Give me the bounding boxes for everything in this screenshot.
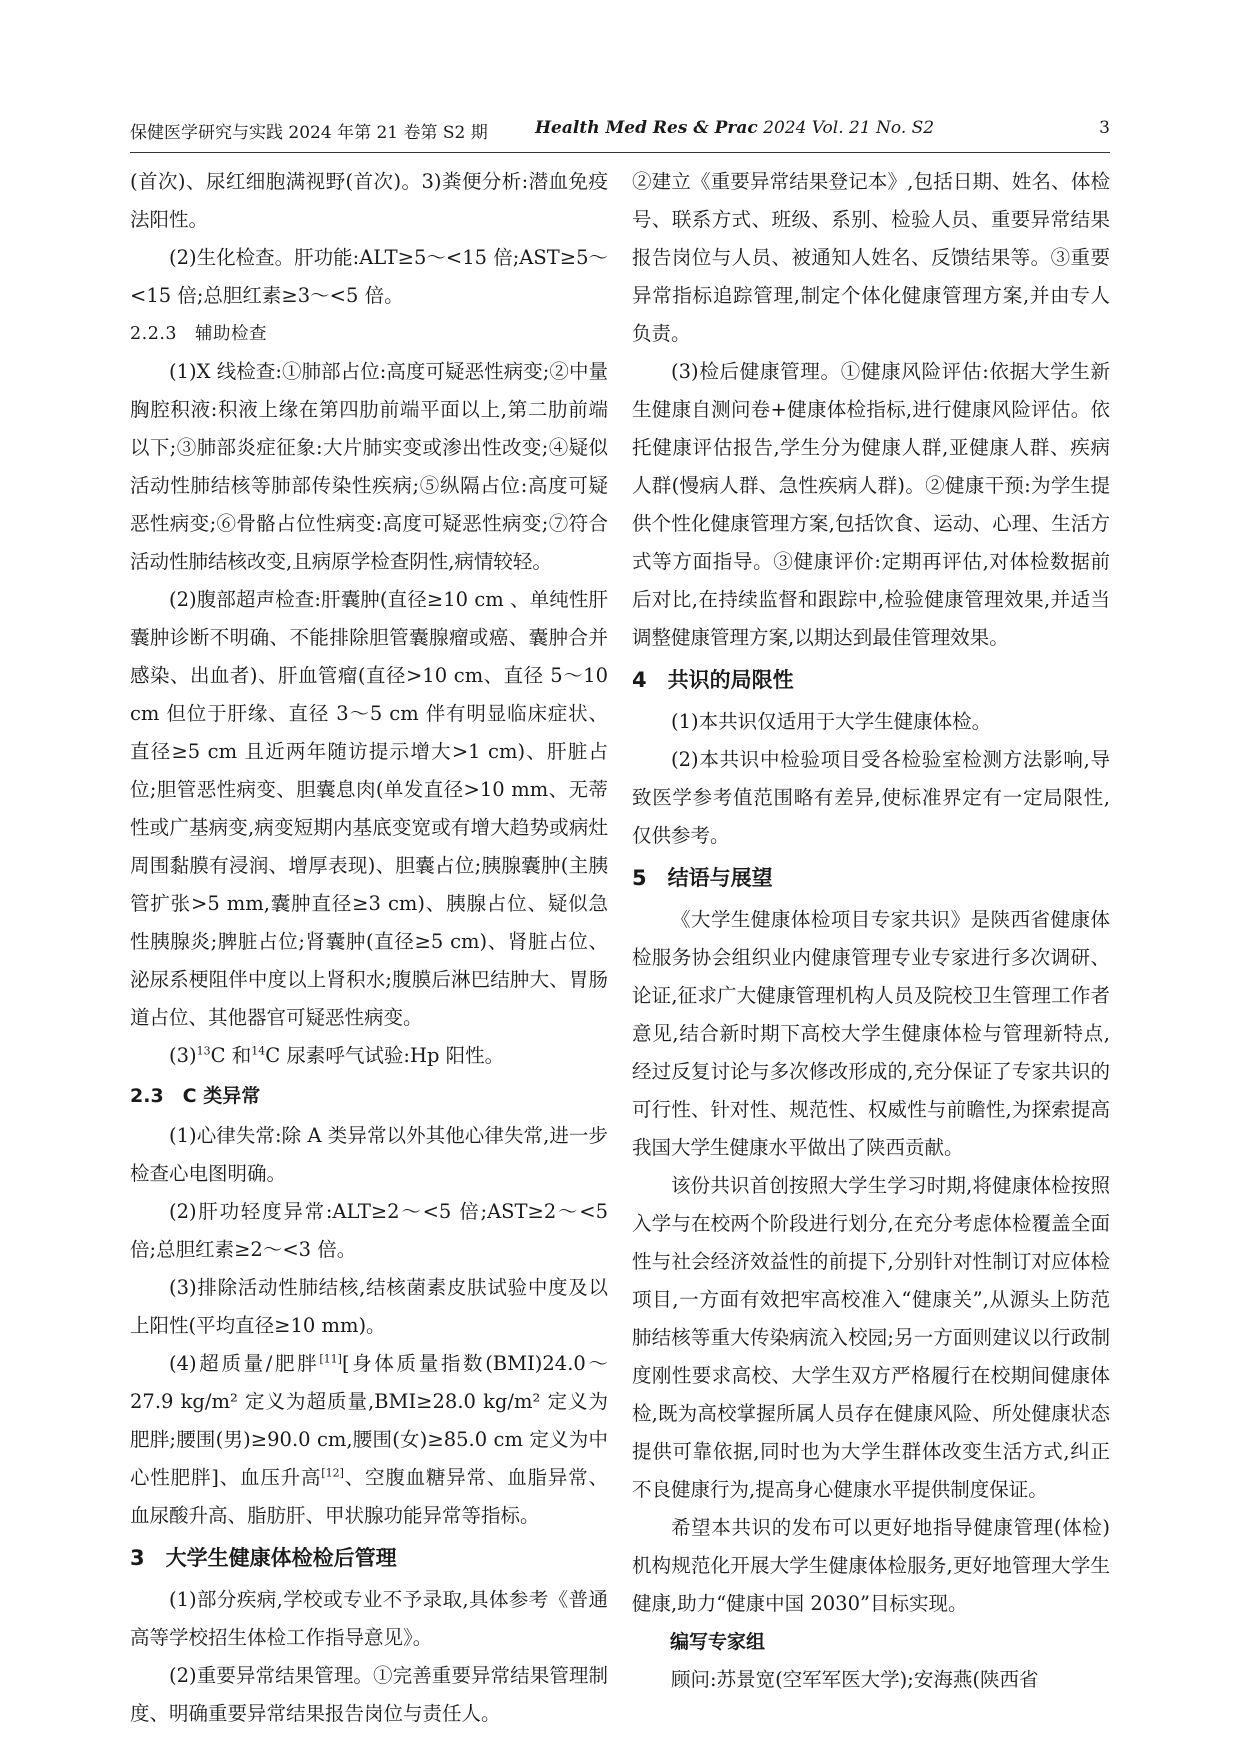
paragraph: (2)重要异常结果管理。①完善重要异常结果管理制度、明确重要异常结果报告岗位与责任人。: [130, 1664, 608, 1725]
citation-ref: [12]: [321, 1466, 344, 1480]
paragraph: (1)本共识仅适用于大学生健康体检。: [671, 710, 992, 733]
paragraph: (2)本共识中检验项目受各检验室检测方法影响,导致医学参考值范围略有差异,使标准界定有一定局限性,仅供参考。: [632, 748, 1110, 847]
paragraph: $(3)^{13}C$ 和$^{14}$C 尿素呼气试验:Hp 阳性。: [169, 1044, 505, 1067]
paragraph: (3)排除活动性肺结核,结核菌素皮肤试验中度及以上阳性(平均直径≥10 mm)。: [130, 1276, 608, 1337]
right-column: [632, 163, 1110, 1699]
paragraph: 该份共识首创按照大学生学习时期,将健康体检按照入学与在校两个阶段进行划分,在充分考虑体检覆盖全面性与社会经济效益性的前提下,分别针对性制订对应体检项目,一方面有效把牢高校准入“健康关”,从源头上防范肺结核等重大传染病流入校园;另一方面则建议以行政制度刚性要求高校、大学生双方严格履行在校期间健康体检,既为高校掌握所属人员存在健康风险、所处健康状态提供可靠依据,同时也为大学生群体改变生活方式,纠正不良健康行为,提高身心健康水平提供制度保证。: [632, 1174, 1110, 1501]
page-number: 3: [1099, 118, 1110, 138]
section-heading: 3 大学生健康体检检后管理: [130, 1546, 397, 1570]
running-header: [130, 112, 1110, 153]
journal-title-cn: 保健医学研究与实践 2024 年第 21 卷第 S2 期: [130, 123, 488, 143]
subsection-heading: 2.2.3 辅助检查: [130, 324, 268, 344]
paragraph: (1)X 线检查:①肺部占位:高度可疑恶性病变;②中量胸腔积液:积液上缘在第四肋前端平面以上,第二肋前端以下;③肺部炎症征象:大片肺实变或渗出性改变;④疑似活动性肺结核等肺部传染性疾病;⑤纵隔占位:高度可疑恶性病变;⑥骨骼占位性病变:高度可疑恶性病变;⑦符合活动性肺结核改变,且病原学检查阴性,病情较轻。: [130, 360, 608, 573]
paragraph: (首次)、尿红细胞满视野(首次)。3)粪便分析:潜血免疫法阳性。: [130, 170, 608, 231]
section-heading: 4 共识的局限性: [632, 668, 794, 692]
paragraph: (2)生化检查。肝功能:ALT≥5～<15 倍;AST≥5～<15 倍;总胆红素≥3～<5 倍。: [130, 246, 608, 307]
section-heading: 5 结语与展望: [632, 866, 773, 890]
paragraph: (1)部分疾病,学校或专业不予录取,具体参考《普通高等学校招生体检工作指导意见》。: [130, 1588, 608, 1649]
journal-title-en: [535, 118, 934, 138]
section-heading: 2.3 C 类异常: [130, 1085, 261, 1107]
paragraph: (2)肝功轻度异常:ALT≥2～<5 倍;AST≥2～<5 倍;总胆红素≥2～<3 倍。: [130, 1200, 608, 1261]
paragraph: 《大学生健康体检项目专家共识》是陕西省健康体检服务协会组织业内健康管理专业专家进行多次调研、论证,征求广大健康管理机构人员及院校卫生管理工作者意见,结合新时期下高校大学生健康体检与管理新特点,经过反复讨论与多次修改形成的,充分保证了专家共识的可行性、针对性、规范性、权威性与前瞻性,为探索提高我国大学生健康水平做出了陕西贡献。: [632, 908, 1110, 1159]
paragraph: (3)检后健康管理。①健康风险评估:依据大学生新生健康自测问卷+健康体检指标,进行健康风险评估。依托健康评估报告,学生分为健康人群,亚健康人群、疾病人群(慢病人群、急性疾病人群)。②健康干预:为学生提供个性化健康管理方案,包括饮食、运动、心理、生活方式等方面指导。③健康评价:定期再评估,对体检数据前后对比,在持续监督和跟踪中,检验健康管理效果,并适当调整健康管理方案,以期达到最佳管理效果。: [632, 360, 1110, 649]
paragraph: ②建立《重要异常结果登记本》,包括日期、姓名、体检号、联系方式、班级、系别、检验人员、重要异常结果报告岗位与人员、被通知人姓名、反馈结果等。③重要异常指标追踪管理,制定个体化健康管理方案,并由专人负责。: [632, 170, 1110, 345]
left-column: [130, 163, 608, 1733]
paragraph: 顾问:苏景宽(空军军医大学);安海燕(陕西省: [671, 1668, 1039, 1691]
citation-ref: [11]: [319, 1352, 342, 1366]
paragraph: (4)超质量/肥胖[11][身体质量指数(BMI)24.0～27.9 kg/m² 定义为超质量,BMI≥28.0 kg/m² 定义为肥胖;腰围(男)≥90.0 cm,腰围(女)≥85.0 cm 定义为中心性肥胖]、血压升高[12]、空腹血糖异常、血脂异常、血尿酸升高、脂肪肝、甲状腺功能异常等指标。: [130, 1352, 608, 1527]
expert-group-heading: 编写专家组: [670, 1631, 766, 1653]
paragraph: (2)腹部超声检查:肝囊肿(直径≥10 cm 、单纯性肝囊肿诊断不明确、不能排除胆管囊腺瘤或癌、囊肿合并感染、出血者)、肝血管瘤(直径>10 cm、直径 5～10 cm 但位于肝缘、直径 3～5 cm 伴有明显临床症状、直径≥5 cm 且近两年随访提示增大>1 cm)、肝脏占位;胆管恶性病变、胆囊息肉(单发直径>10 mm、无蒂性或广基病变,病变短期内基底变宽或有增大趋势或病灶周围黏膜有浸润、增厚表现)、胆囊占位;胰腺囊肿(主胰管扩张>5 mm,囊肿直径≥3 cm)、胰腺占位、疑似急性胰腺炎;脾脏占位;肾囊肿(直径≥5 cm)、肾脏占位、泌尿系梗阻伴中度以上肾积水;腹膜后淋巴结肿大、胃肠道占位、其他器官可疑恶性病变。: [130, 588, 608, 1029]
paragraph: 希望本共识的发布可以更好地指导健康管理(体检)机构规范化开展大学生健康体检服务,更好地管理大学生健康,助力“健康中国 2030”目标实现。: [632, 1516, 1110, 1615]
journal-abbrev: Health Med Res & Prac: [535, 118, 758, 138]
paragraph: (1)心律失常:除 A 类异常以外其他心律失常,进一步检查心电图明确。: [130, 1124, 608, 1185]
journal-volume: 2024 Vol. 21 No. S2: [763, 118, 935, 138]
